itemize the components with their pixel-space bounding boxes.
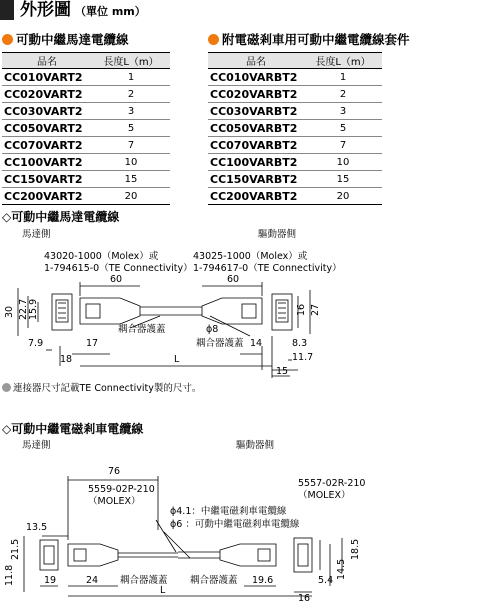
dim-8-3: 8.3: [292, 338, 308, 349]
product-name-cell: CC100VART2: [2, 154, 92, 171]
cover-label-2: 耦合器護蓋: [190, 575, 238, 586]
product-name-cell: CC200VARBT2: [208, 188, 304, 205]
table1-col-pn: 品名: [2, 53, 92, 69]
diagram2-conn-right-2: （MOLEX）: [298, 490, 351, 501]
diagram2-conn-left-1: 5559-02P-210: [88, 484, 155, 495]
cover-label-2: 耦合器護蓋: [196, 338, 244, 349]
dim-5-4: 5.4: [318, 575, 334, 586]
diagram1-note: 連接器尺寸記載TE Connectivity製的尺寸。: [2, 380, 201, 394]
dim-19-6: 19.6: [252, 575, 274, 586]
unit-label: （單位 mm）: [75, 5, 146, 18]
diagram1-conn-left-1: 43020-1000（Molex）或: [44, 251, 159, 262]
diagram2-title: ◇可動中繼電磁剎車電纜線: [2, 422, 144, 436]
dim-13-5: 13.5: [26, 522, 48, 533]
table-row: [208, 188, 382, 205]
left-brake-plug-shape: [68, 544, 118, 566]
table-row: [2, 120, 170, 137]
dim-21-5: 21.5: [10, 538, 21, 560]
diagram2-phi2: ϕ6 ：可動中繼電磁剎車電纜線: [170, 519, 300, 530]
length-cell: 10: [92, 154, 170, 171]
dim-15: 15: [276, 366, 289, 377]
diagram1-title: ◇可動中繼馬達電纜線: [2, 210, 120, 224]
cover-label-1: 耦合器護蓋: [120, 575, 168, 586]
diagram2-phi1: ϕ4.1：中繼電磁剎車電纜線: [170, 506, 287, 517]
dim-7-9: 7.9: [28, 338, 44, 349]
dim-L: L: [160, 585, 166, 596]
table-row: [2, 103, 170, 120]
cover-label-1: 耦合器護蓋: [118, 324, 166, 335]
length-cell: 7: [304, 137, 382, 154]
product-name-cell: CC050VART2: [2, 120, 92, 137]
table2: [208, 52, 382, 205]
right-connector-shape: [272, 294, 292, 330]
length-cell: 2: [304, 86, 382, 103]
right-plug-shape: [202, 298, 262, 324]
page-title: 外形圖 （單位 mm）: [20, 0, 146, 20]
product-name-cell: CC070VARBT2: [208, 137, 304, 154]
header-bar: [0, 0, 14, 20]
table1: [2, 52, 170, 205]
dim-30: 30: [4, 305, 15, 318]
bullet-icon: [2, 383, 11, 392]
product-name-cell: CC030VART2: [2, 103, 92, 120]
length-cell: 2: [92, 86, 170, 103]
table2-col-len: 長度L（m）: [304, 53, 382, 69]
diagram1-driver-side: 驅動器側: [258, 229, 297, 240]
table-row: [208, 86, 382, 103]
dim-14-5: 14.5: [336, 558, 347, 580]
diagram1-motor-side: 馬達側: [22, 229, 51, 240]
length-cell: 5: [92, 120, 170, 137]
diagram2-driver-side: 驅動器側: [236, 440, 275, 451]
product-name-cell: CC150VART2: [2, 171, 92, 188]
diagram1-conn-right-2: 1-794617-0（TE Connectivity）: [193, 263, 342, 274]
dim-60a: 60: [110, 274, 123, 285]
product-name-cell: CC010VARBT2: [208, 69, 304, 86]
product-name-cell: CC150VARBT2: [208, 171, 304, 188]
product-name-cell: CC020VARBT2: [208, 86, 304, 103]
length-cell: 1: [304, 69, 382, 86]
table1-title: 可動中繼馬達電纜線: [2, 32, 129, 48]
dim-16: 16: [298, 593, 311, 602]
dim-11-8: 11.8: [4, 564, 15, 586]
table-row: [2, 171, 170, 188]
product-name-cell: CC020VART2: [2, 86, 92, 103]
dim-18: 18: [60, 354, 73, 365]
dim-24: 24: [86, 575, 99, 586]
length-cell: 3: [304, 103, 382, 120]
product-name-cell: CC010VART2: [2, 69, 92, 86]
dim-27: 27: [310, 303, 321, 316]
diagram2-conn-right-1: 5557-02R-210: [298, 478, 366, 489]
diagram1-drawing: [0, 270, 496, 380]
length-cell: 3: [92, 103, 170, 120]
orange-dot-icon: [208, 34, 219, 45]
table2-title: 附電磁剎車用可動中繼電纜線套件: [208, 32, 410, 48]
dim-76: 76: [108, 466, 121, 477]
dim-19: 19: [44, 575, 57, 586]
diagram2-drawing: [0, 460, 496, 602]
diagram2-conn-left-2: （MOLEX）: [88, 496, 141, 507]
table-row: [2, 69, 170, 86]
right-brake-connector-shape: [294, 538, 312, 572]
table-row: [208, 120, 382, 137]
dim-L: L: [174, 354, 180, 365]
dim-14: 14: [250, 338, 263, 349]
product-name-cell: CC030VARBT2: [208, 103, 304, 120]
product-name-cell: CC100VARBT2: [208, 154, 304, 171]
diagram1-conn-right-1: 43025-1000（Molex）或: [193, 251, 308, 262]
table-row: [208, 154, 382, 171]
table-row: [208, 69, 382, 86]
phi8-label: ϕ8: [206, 324, 219, 335]
table-row: [208, 171, 382, 188]
product-name-cell: CC200VART2: [2, 188, 92, 205]
orange-dot-icon: [2, 34, 13, 45]
left-plug-shape: [80, 298, 140, 324]
length-cell: 15: [304, 171, 382, 188]
table-row: [2, 137, 170, 154]
table2-col-pn: 品名: [208, 53, 304, 69]
left-connector-shape: [52, 294, 72, 330]
length-cell: 10: [304, 154, 382, 171]
length-cell: 15: [92, 171, 170, 188]
table-row: [2, 188, 170, 205]
dim-18-5: 18.5: [350, 538, 361, 560]
dim-60b: 60: [227, 274, 240, 285]
dim-16: 16: [296, 303, 307, 316]
diagram1-conn-left-2: 1-794615-0（TE Connectivity）: [44, 263, 193, 274]
dim-22-7: 22.7: [18, 298, 29, 320]
diagram2-motor-side: 馬達側: [22, 440, 51, 451]
length-cell: 20: [92, 188, 170, 205]
dim-17: 17: [86, 338, 99, 349]
table-row: [208, 103, 382, 120]
product-name-cell: CC050VARBT2: [208, 120, 304, 137]
table1-col-len: 長度L（m）: [92, 53, 170, 69]
table-row: [208, 137, 382, 154]
right-brake-plug-shape: [220, 544, 276, 566]
length-cell: 1: [92, 69, 170, 86]
product-name-cell: CC070VART2: [2, 137, 92, 154]
length-cell: 7: [92, 137, 170, 154]
length-cell: 5: [304, 120, 382, 137]
left-brake-connector-shape: [40, 540, 58, 570]
dim-15-9: 15.9: [28, 298, 39, 320]
dim-11-7: 11.7: [292, 352, 314, 363]
table-row: [2, 154, 170, 171]
length-cell: 20: [304, 188, 382, 205]
table-row: [2, 86, 170, 103]
